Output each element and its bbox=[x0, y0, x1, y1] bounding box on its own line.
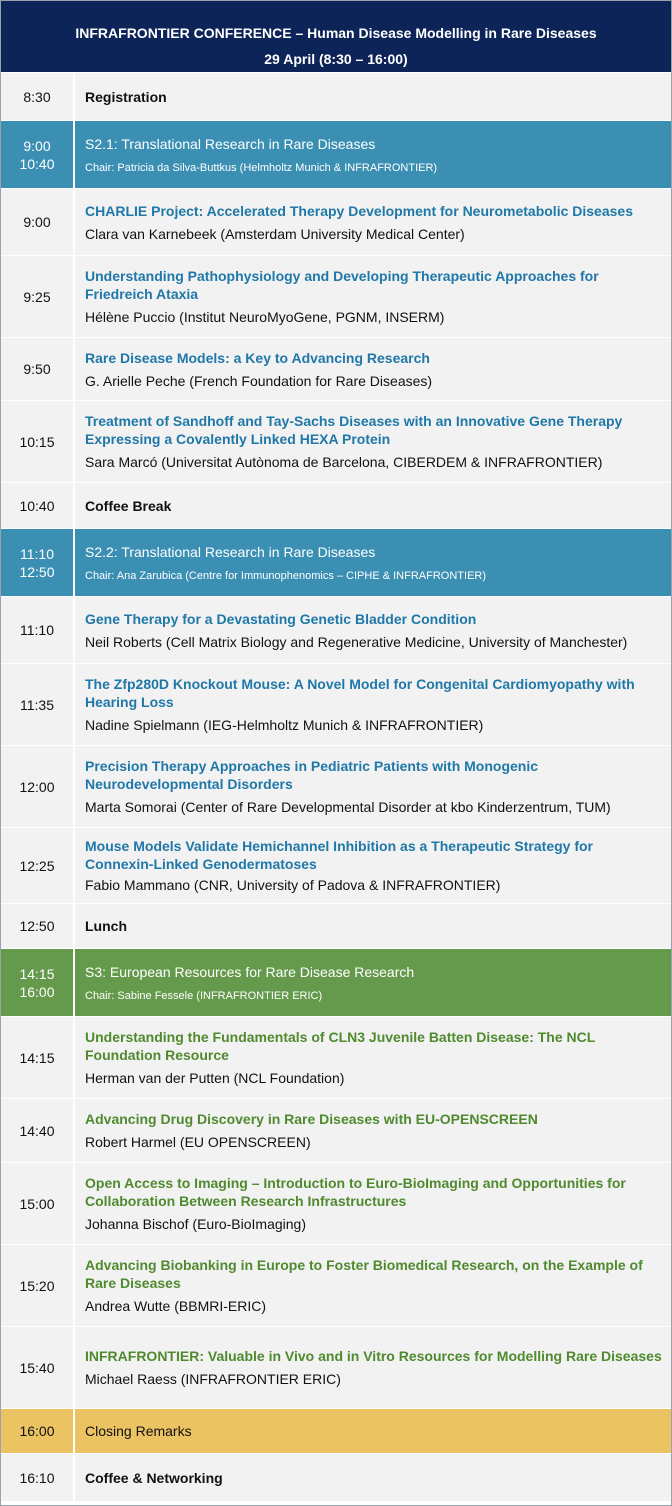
row-time: 16:00 bbox=[1, 1409, 75, 1453]
talk-speaker: Andrea Wutte (BBMRI-ERIC) bbox=[85, 1298, 267, 1314]
session-time-start: 11:10 bbox=[20, 545, 54, 562]
talk-time: 11:10 bbox=[1, 597, 75, 663]
session-time bbox=[1, 949, 75, 1016]
session-chair: Chair: Ana Zarubica (Centre for Immunophenomics – CIPHE & INFRAFRONTIER) bbox=[85, 569, 487, 582]
talk-time: 15:40 bbox=[1, 1327, 75, 1408]
row-time: 16:10 bbox=[1, 1454, 75, 1501]
talk-time: 9:25 bbox=[1, 256, 75, 337]
session-time-end: 10:40 bbox=[19, 155, 55, 172]
talk-title: Rare Disease Models: a Key to Advancing Research bbox=[85, 349, 430, 366]
session-chair: Chair: Sabine Fessele (INFRAFRONTIER ERIC) bbox=[85, 989, 323, 1002]
talk-time: 9:50 bbox=[1, 338, 75, 400]
session-time bbox=[1, 529, 75, 596]
talk-time: 11:35 bbox=[1, 664, 75, 745]
agenda-row-registration bbox=[1, 73, 671, 121]
session-time-end: 12:50 bbox=[19, 563, 55, 580]
talk-row bbox=[1, 401, 671, 483]
session-chair: Chair: Patricia da Silva-Buttkus (Helmholtz Munich & INFRAFRONTIER) bbox=[85, 161, 438, 174]
session-title: S2.2: Translational Research in Rare Diseases bbox=[85, 543, 376, 560]
agenda-row-closing-remarks bbox=[1, 1409, 671, 1454]
row-label: Coffee Break bbox=[85, 497, 172, 514]
talk-speaker: Robert Harmel (EU OPENSCREEN) bbox=[85, 1134, 311, 1150]
talk-row bbox=[1, 746, 671, 828]
talk-title: Understanding the Fundamentals of CLN3 Juvenile Batten Disease: The NCL Foundation Resource bbox=[85, 1029, 596, 1063]
talk-row bbox=[1, 1099, 671, 1163]
talk-title: Gene Therapy for a Devastating Genetic Bladder Condition bbox=[85, 610, 477, 627]
session-header-s2-1 bbox=[1, 121, 671, 189]
talk-row bbox=[1, 828, 671, 904]
talk-speaker: Marta Somorai (Center of Rare Developmental Disorder at kbo Kinderzentrum, TUM) bbox=[85, 799, 611, 815]
talk-time: 14:15 bbox=[1, 1017, 75, 1098]
talk-time: 14:40 bbox=[1, 1099, 75, 1162]
row-label: Registration bbox=[85, 88, 167, 105]
talk-speaker: Michael Raess (INFRAFRONTIER ERIC) bbox=[85, 1371, 341, 1387]
talk-title: Treatment of Sandhoff and Tay-Sachs Diseases with an Innovative Gene Therapy Expressing a Covalently Linked HEXA Protein bbox=[85, 413, 623, 447]
talk-speaker: Neil Roberts (Cell Matrix Biology and Regenerative Medicine, University of Manchester) bbox=[85, 633, 628, 650]
talk-speaker: Hélène Puccio (Institut NeuroMyoGene, PGNM, INSERM) bbox=[85, 309, 445, 325]
talk-time: 15:20 bbox=[1, 1245, 75, 1326]
row-label: Lunch bbox=[85, 918, 127, 934]
row-time: 12:50 bbox=[1, 904, 75, 948]
session-time-end: 16:00 bbox=[19, 983, 55, 1000]
talk-speaker: Johanna Bischof (Euro-BioImaging) bbox=[85, 1216, 307, 1232]
talk-row bbox=[1, 597, 671, 664]
agenda-row-lunch bbox=[1, 904, 671, 949]
talk-title: Advancing Biobanking in Europe to Foster Biomedical Research, on the Example of Rare Diseases bbox=[85, 1257, 643, 1291]
talk-row bbox=[1, 256, 671, 338]
talk-time: 10:15 bbox=[1, 401, 75, 482]
agenda-header bbox=[1, 1, 671, 73]
talk-time: 12:00 bbox=[1, 746, 75, 827]
session-title: S2.1: Translational Research in Rare Diseases bbox=[85, 135, 376, 152]
talk-time: 9:00 bbox=[1, 189, 75, 255]
talk-row bbox=[1, 1017, 671, 1099]
talk-row bbox=[1, 1245, 671, 1327]
talk-speaker: Nadine Spielmann (IEG-Helmholtz Munich & INFRAFRONTIER) bbox=[85, 717, 484, 733]
session-title: S3: European Resources for Rare Disease Research bbox=[85, 963, 415, 980]
talk-title: Advancing Drug Discovery in Rare Diseases with EU-OPENSCREEN bbox=[85, 1111, 538, 1127]
agenda-row-networking bbox=[1, 1454, 671, 1501]
talk-title: CHARLIE Project: Accelerated Therapy Development for Neurometabolic Diseases bbox=[85, 202, 633, 219]
talk-speaker: Fabio Mammano (CNR, University of Padova & INFRAFRONTIER) bbox=[85, 877, 501, 893]
conference-date: 29 April (8:30 – 16:00) bbox=[264, 51, 408, 67]
talk-row bbox=[1, 1163, 671, 1245]
talk-speaker: Clara van Karnebeek (Amsterdam University Medical Center) bbox=[85, 225, 465, 242]
talk-row bbox=[1, 664, 671, 746]
session-time bbox=[1, 121, 75, 188]
conference-title: INFRAFRONTIER CONFERENCE – Human Disease Modelling in Rare Diseases bbox=[75, 25, 597, 41]
talk-speaker: Sara Marcó (Universitat Autònoma de Barcelona, CIBERDEM & INFRAFRONTIER) bbox=[85, 454, 603, 470]
talk-title: The Zfp280D Knockout Mouse: A Novel Model for Congenital Cardiomyopathy with Hearing Loss bbox=[85, 676, 635, 710]
row-time: 8:30 bbox=[1, 73, 75, 120]
row-label: Coffee & Networking bbox=[85, 1469, 223, 1486]
talk-row bbox=[1, 189, 671, 256]
talk-title: Understanding Pathophysiology and Developing Therapeutic Approaches for Friedreich Ataxia bbox=[85, 268, 599, 302]
session-header-s3 bbox=[1, 949, 671, 1017]
talk-speaker: G. Arielle Peche (French Foundation for Rare Diseases) bbox=[85, 372, 433, 389]
talk-title: Open Access to Imaging – Introduction to Euro-BioImaging and Opportunities for Collaboration Between Research Infrastructures bbox=[85, 1175, 626, 1209]
agenda-row-coffee-break bbox=[1, 483, 671, 529]
talk-title: Precision Therapy Approaches in Pediatric Patients with Monogenic Neurodevelopmental Disorders bbox=[85, 758, 539, 792]
row-time: 10:40 bbox=[1, 483, 75, 528]
talk-time: 12:25 bbox=[1, 828, 75, 903]
row-label: Closing Remarks bbox=[85, 1423, 192, 1439]
talk-title: INFRAFRONTIER: Valuable in Vivo and in Vitro Resources for Modelling Rare Diseases bbox=[85, 1348, 662, 1364]
talk-time: 15:00 bbox=[1, 1163, 75, 1244]
session-time-start: 9:00 bbox=[23, 137, 51, 154]
talk-speaker: Herman van der Putten (NCL Foundation) bbox=[85, 1070, 345, 1086]
session-time-start: 14:15 bbox=[19, 965, 55, 982]
talk-title: Mouse Models Validate Hemichannel Inhibition as a Therapeutic Strategy for Connexin-Linked Genodermatoses bbox=[85, 838, 593, 872]
session-header-s2-2 bbox=[1, 529, 671, 597]
talk-row bbox=[1, 1327, 671, 1409]
talk-row bbox=[1, 338, 671, 401]
